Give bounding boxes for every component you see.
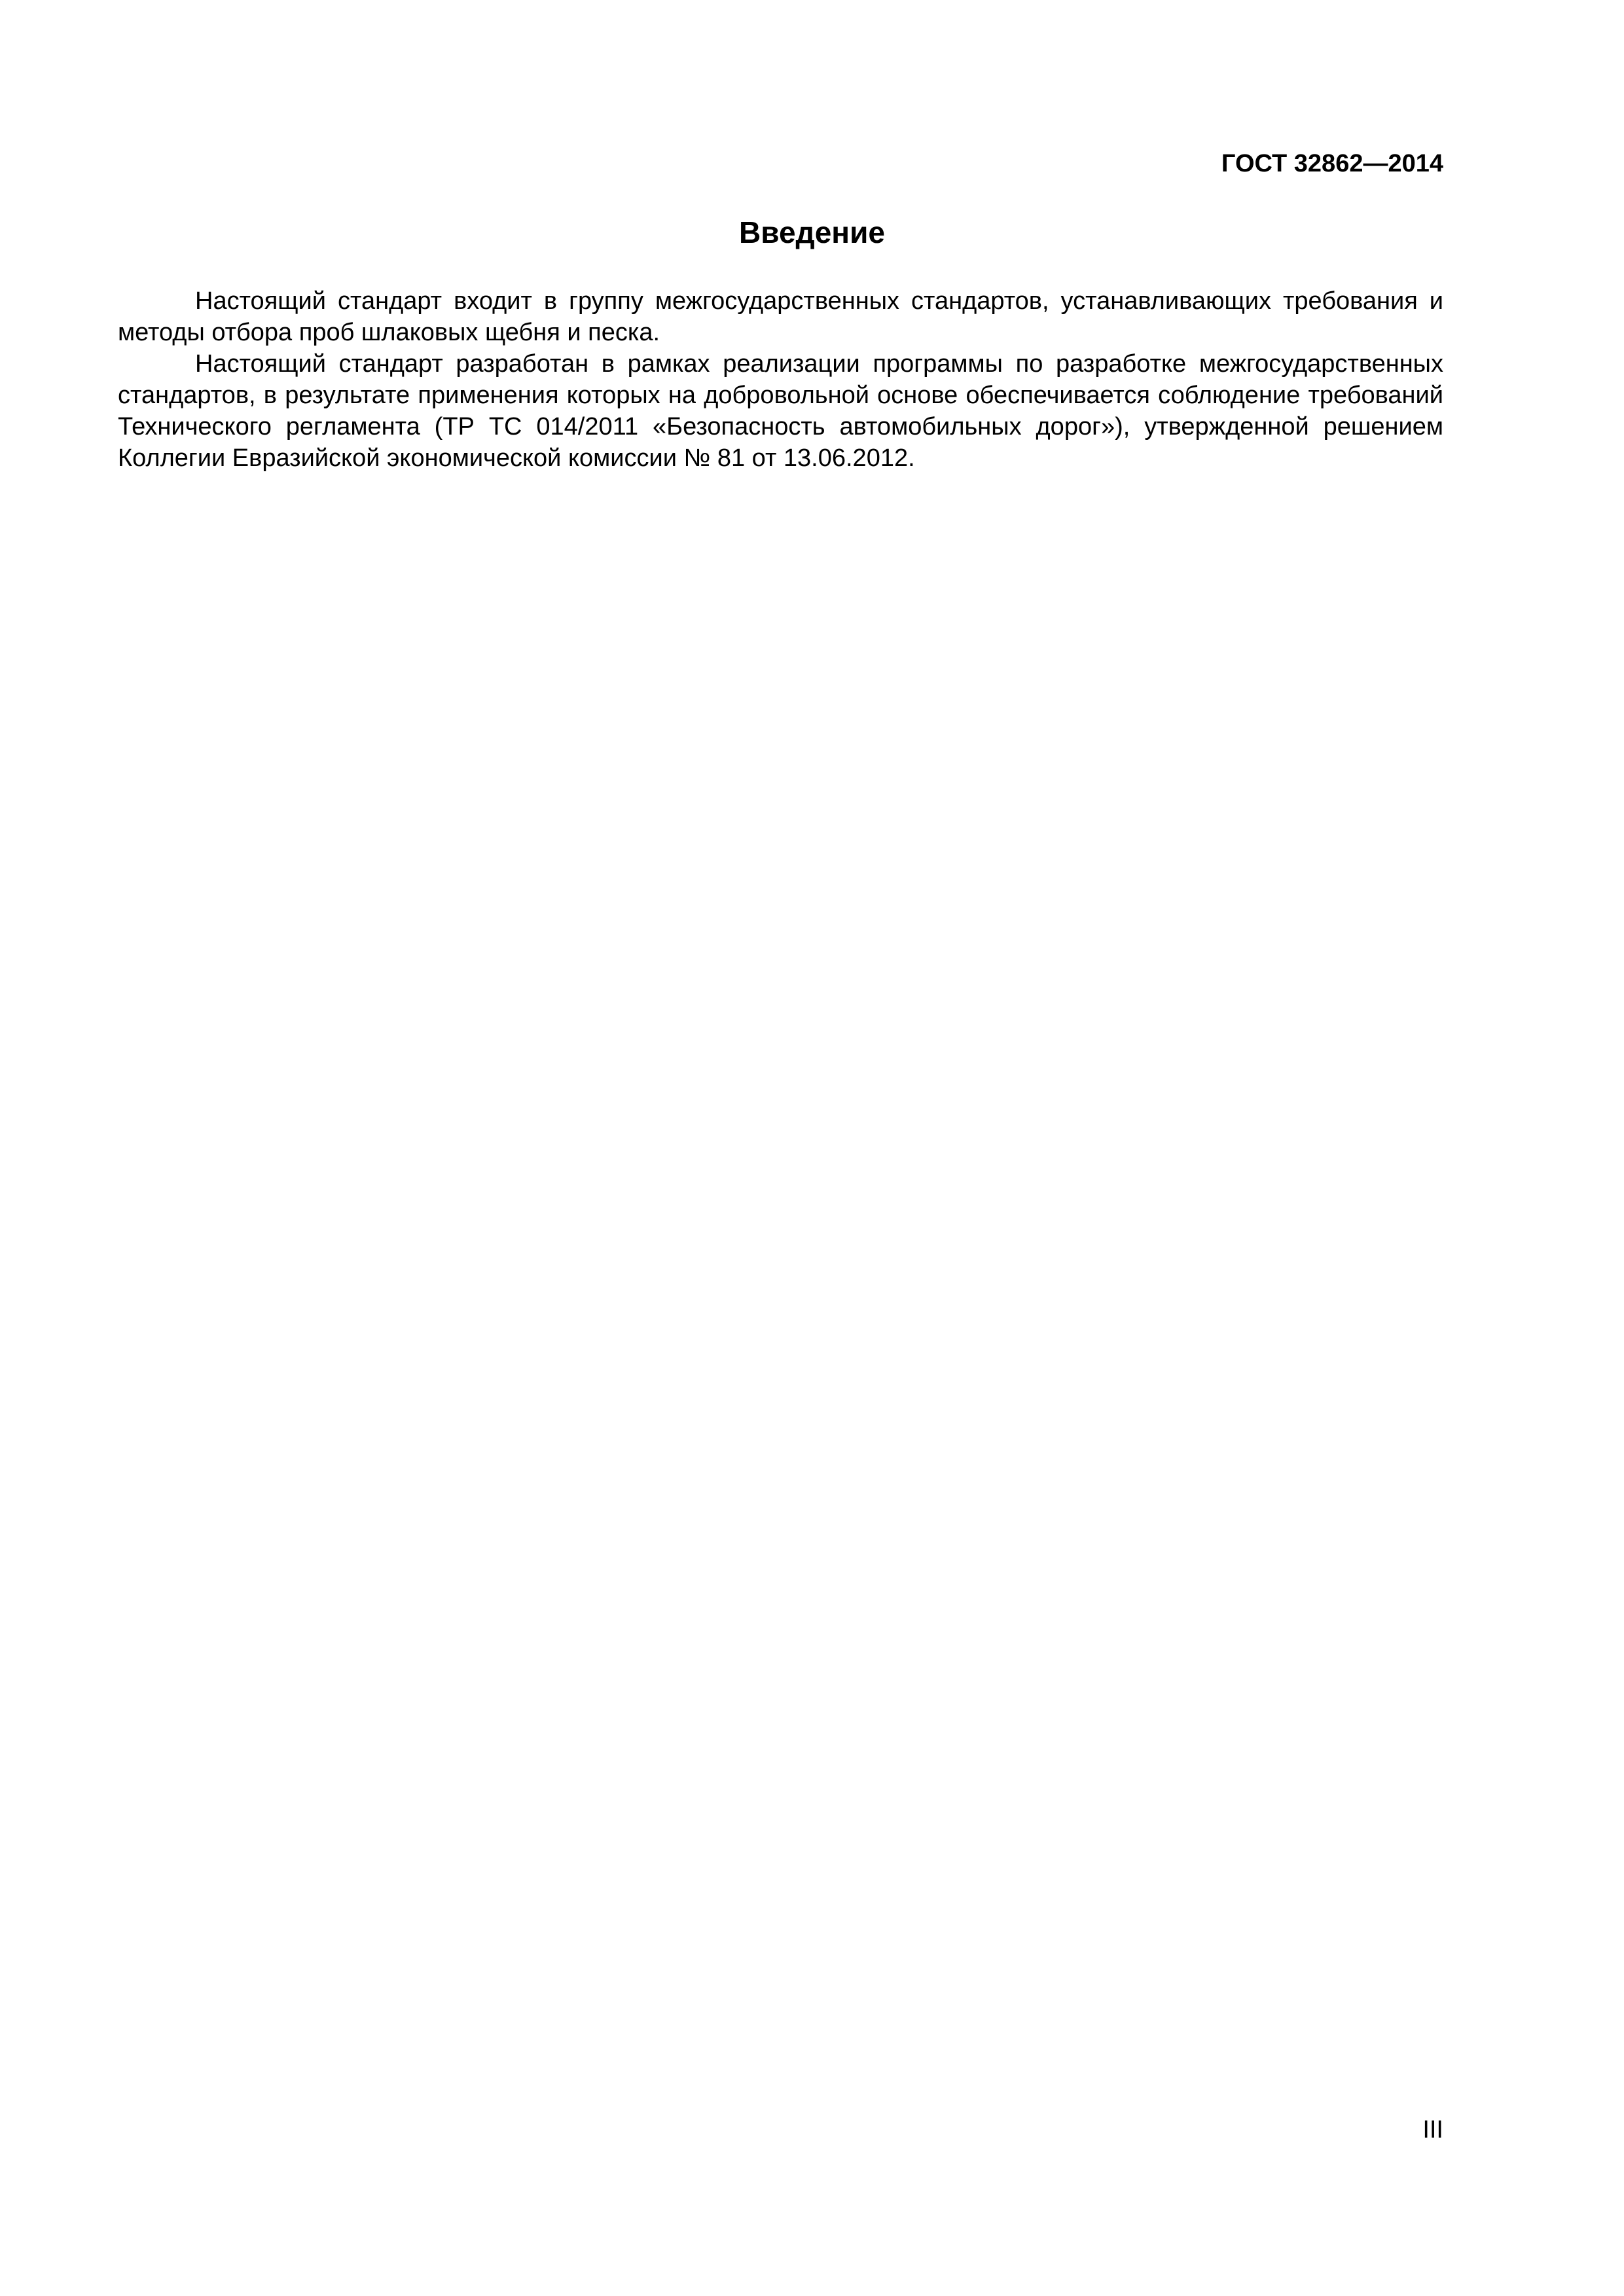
page-number: III xyxy=(1422,2116,1443,2144)
document-code: ГОСТ 32862—2014 xyxy=(1221,150,1443,177)
section-title: Введение xyxy=(739,215,885,249)
paragraph-1: Настоящий стандарт входит в группу межгосударственных стандартов, устанавливающих требования и методы отбора проб шлаковых щебня и песка. xyxy=(118,287,1443,346)
paragraph-2: Настоящий стандарт разработан в рамках реализации программы по разработке межгосударственных стандартов, в результате применения которых на добровольной основе обеспечивается соблюдение требований Технического регламента (ТР ТС 014/2011 «Безопасность автомобильных дорог»), утвержденной решением Коллегии Евразийской экономической комиссии № 81 от 13.06.2012. xyxy=(118,350,1443,472)
body-text xyxy=(118,285,1443,474)
